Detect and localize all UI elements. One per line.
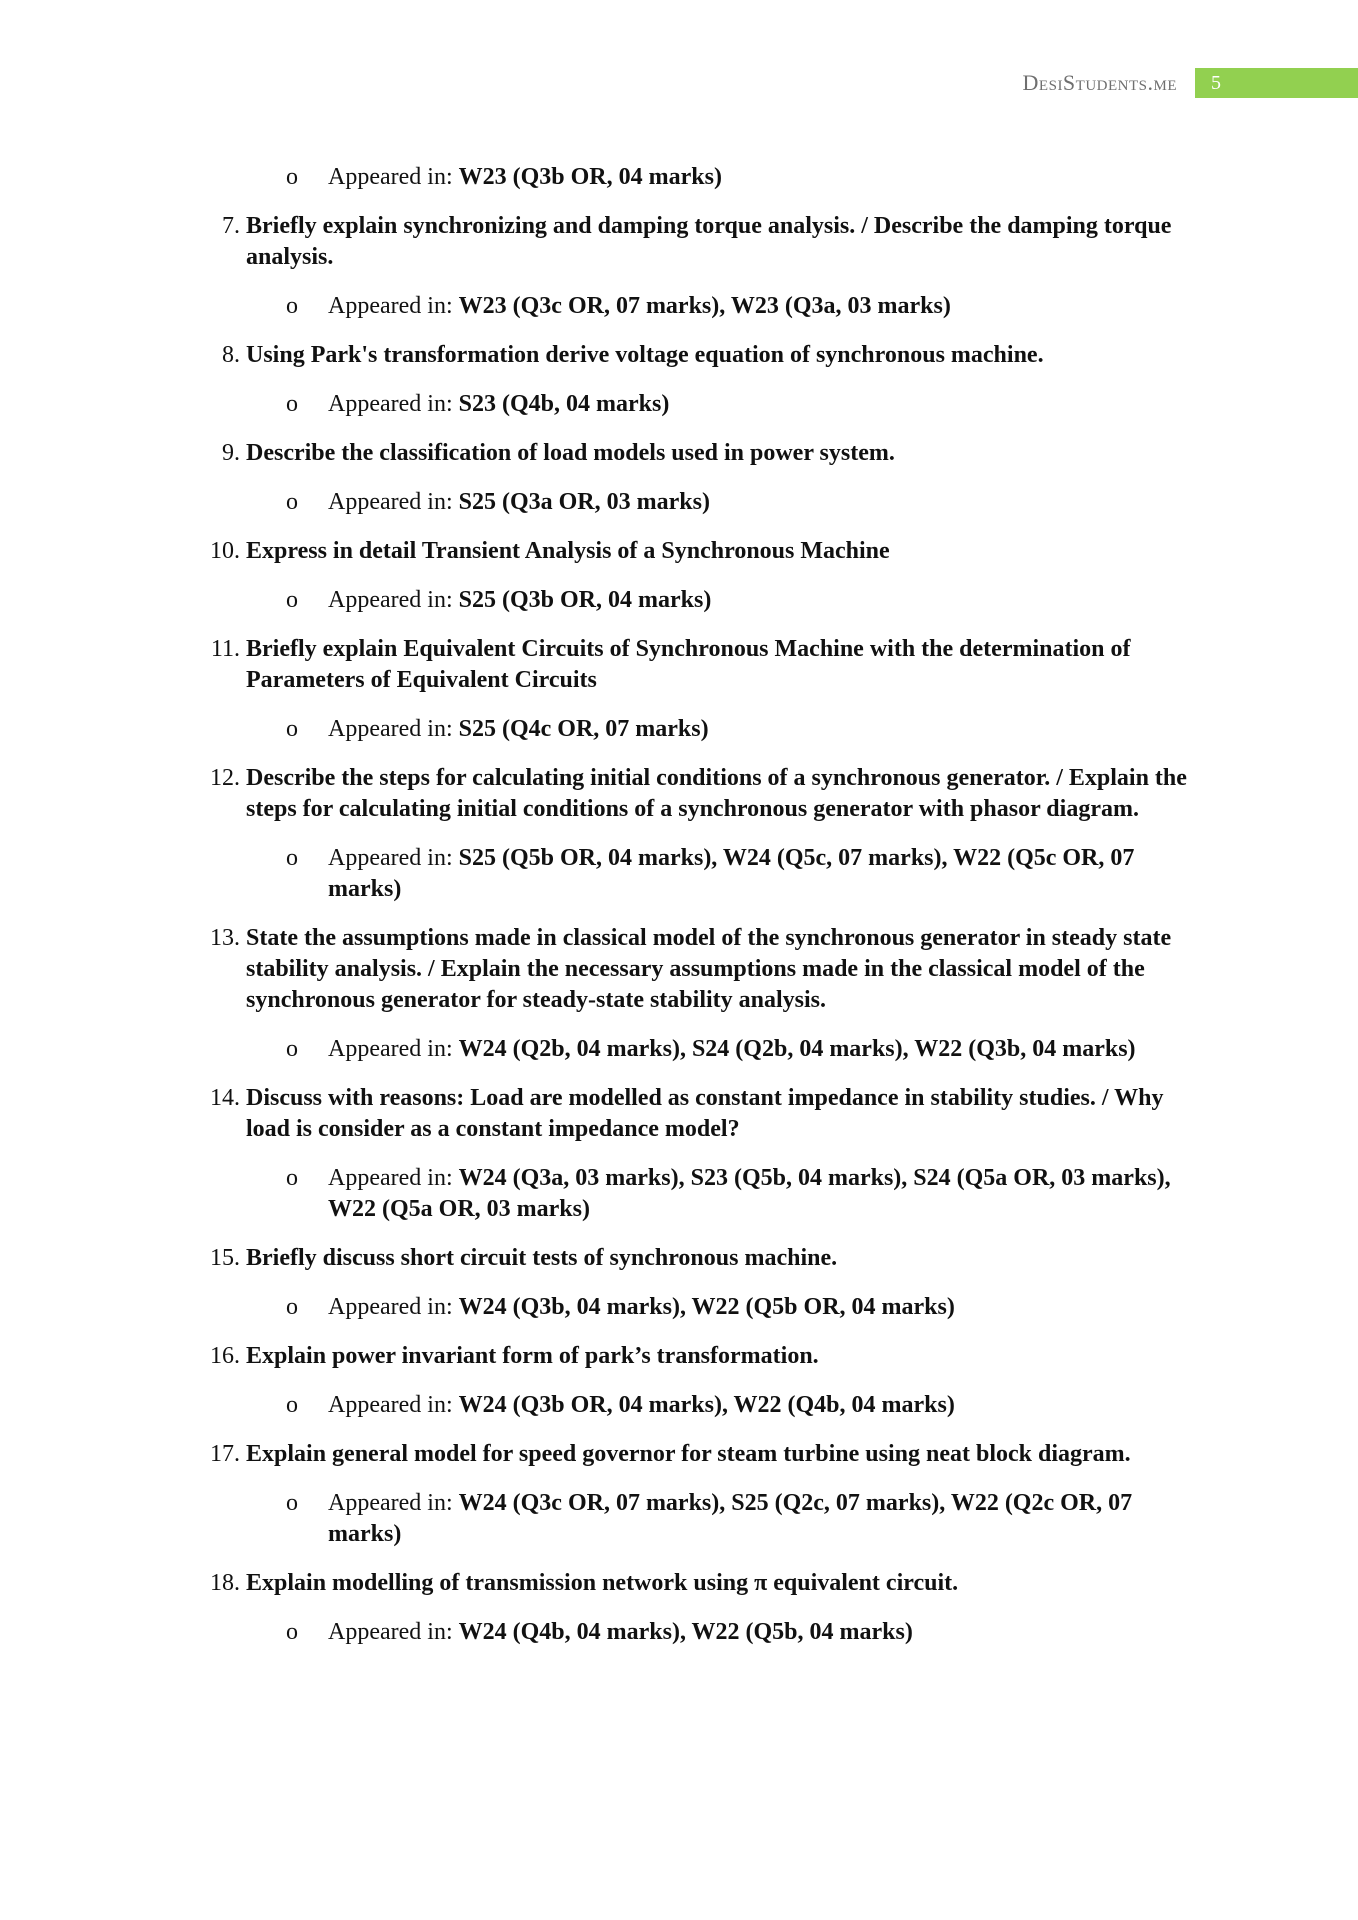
appeared-in-line [0, 291, 1358, 322]
paper-references: S25 (Q4c OR, 07 marks) [458, 716, 709, 742]
appeared-label: Appeared in: [328, 587, 459, 613]
page-header [1023, 68, 1358, 98]
paper-references: S25 (Q5b OR, 04 marks), W24 (Q5c, 07 marks), W22 (Q5c OR, 07 marks) [328, 845, 1135, 902]
bullet: o [286, 391, 298, 417]
appeared-label: Appeared in: [328, 1619, 459, 1645]
paper-references: W24 (Q3a, 03 marks), S23 (Q5b, 04 marks), S24 (Q5a OR, 03 marks), W22 (Q5a OR, 03 marks) [328, 1165, 1171, 1222]
appeared-label: Appeared in: [328, 391, 459, 417]
question-text: Discuss with reasons: Load are modelled as constant impedance in stability studies. / Why load is consider as a constant impedance model? [246, 1085, 1164, 1142]
appeared-in-line [0, 162, 1358, 193]
question-item [0, 536, 1358, 567]
question-number: 10. [210, 538, 240, 564]
question-text: Describe the steps for calculating initial conditions of a synchronous generator. / Explain the steps for calculating initial conditions of a synchronous generator with phasor diagram. [246, 765, 1187, 822]
appeared-in-line [0, 487, 1358, 518]
question-text: Explain modelling of transmission network using π equivalent circuit. [246, 1570, 959, 1596]
question-item [0, 1341, 1358, 1372]
appeared-in-line [0, 1488, 1358, 1550]
bullet: o [286, 845, 298, 871]
paper-references: W23 (Q3b OR, 04 marks) [458, 164, 722, 190]
bullet: o [286, 1619, 298, 1645]
appeared-label: Appeared in: [328, 1392, 459, 1418]
bullet: o [286, 1036, 298, 1062]
page-number: 5 [1195, 68, 1358, 98]
paper-references: W23 (Q3c OR, 07 marks), W23 (Q3a, 03 marks) [458, 293, 951, 319]
bullet: o [286, 293, 298, 319]
appeared-in-line [0, 714, 1358, 745]
paper-references: W24 (Q2b, 04 marks), S24 (Q2b, 04 marks), W22 (Q3b, 04 marks) [458, 1036, 1136, 1062]
question-number: 18. [210, 1570, 240, 1596]
question-item [0, 1243, 1358, 1274]
question-item [0, 340, 1358, 371]
question-text: Express in detail Transient Analysis of a Synchronous Machine [246, 538, 890, 564]
appeared-label: Appeared in: [328, 1490, 459, 1516]
bullet: o [286, 1392, 298, 1418]
question-list [0, 162, 1358, 1666]
question-number: 7. [222, 213, 240, 239]
question-item [0, 438, 1358, 469]
question-text: Describe the classification of load models used in power system. [246, 440, 895, 466]
appeared-label: Appeared in: [328, 1036, 459, 1062]
question-number: 12. [210, 765, 240, 791]
question-number: 8. [222, 342, 240, 368]
bullet: o [286, 489, 298, 515]
appeared-label: Appeared in: [328, 164, 459, 190]
bullet: o [286, 587, 298, 613]
appeared-label: Appeared in: [328, 1165, 459, 1191]
question-item [0, 211, 1358, 273]
paper-references: W24 (Q4b, 04 marks), W22 (Q5b, 04 marks) [458, 1619, 913, 1645]
paper-references: W24 (Q3b, 04 marks), W22 (Q5b OR, 04 marks) [458, 1294, 955, 1320]
paper-references: W24 (Q3c OR, 07 marks), S25 (Q2c, 07 marks), W22 (Q2c OR, 07 marks) [328, 1490, 1133, 1547]
question-text: Using Park's transformation derive voltage equation of synchronous machine. [246, 342, 1044, 368]
question-number: 16. [210, 1343, 240, 1369]
question-item [0, 1083, 1358, 1145]
appeared-in-line [0, 1617, 1358, 1648]
appeared-in-line [0, 1034, 1358, 1065]
question-number: 9. [222, 440, 240, 466]
question-number: 11. [210, 636, 240, 662]
question-text: Explain general model for speed governor for steam turbine using neat block diagram. [246, 1441, 1131, 1467]
question-number: 15. [210, 1245, 240, 1271]
appeared-label: Appeared in: [328, 489, 459, 515]
question-text: State the assumptions made in classical model of the synchronous generator in steady state stability analysis. / Explain the necessary assumptions made in the classical model of the synchronous generator for steady-state stability analysis. [246, 925, 1172, 1013]
paper-references: S25 (Q3a OR, 03 marks) [458, 489, 710, 515]
question-item [0, 1568, 1358, 1599]
bullet: o [286, 1490, 298, 1516]
paper-references: S23 (Q4b, 04 marks) [458, 391, 670, 417]
bullet: o [286, 716, 298, 742]
bullet: o [286, 164, 298, 190]
question-number: 13. [210, 925, 240, 951]
appeared-label: Appeared in: [328, 845, 459, 871]
appeared-in-line [0, 389, 1358, 420]
question-text: Briefly explain synchronizing and damping torque analysis. / Describe the damping torque analysis. [246, 213, 1172, 270]
question-item [0, 1439, 1358, 1470]
question-text: Explain power invariant form of park’s transformation. [246, 1343, 819, 1369]
site-name: DesiStudents.me [1022, 70, 1177, 95]
appeared-in-line [0, 1163, 1358, 1225]
appeared-in-line [0, 843, 1358, 905]
question-item [0, 763, 1358, 825]
appeared-in-line [0, 585, 1358, 616]
question-text: Briefly discuss short circuit tests of synchronous machine. [246, 1245, 838, 1271]
bullet: o [286, 1165, 298, 1191]
appeared-label: Appeared in: [328, 716, 459, 742]
paper-references: S25 (Q3b OR, 04 marks) [458, 587, 712, 613]
appeared-in-line [0, 1292, 1358, 1323]
paper-references: W24 (Q3b OR, 04 marks), W22 (Q4b, 04 marks) [458, 1392, 955, 1418]
question-text: Briefly explain Equivalent Circuits of Synchronous Machine with the determination of Parameters of Equivalent Circuits [246, 636, 1131, 693]
appeared-label: Appeared in: [328, 293, 459, 319]
question-number: 17. [210, 1441, 240, 1467]
question-item [0, 923, 1358, 1016]
appeared-label: Appeared in: [328, 1294, 459, 1320]
bullet: o [286, 1294, 298, 1320]
question-number: 14. [210, 1085, 240, 1111]
appeared-in-line [0, 1390, 1358, 1421]
question-item [0, 634, 1358, 696]
